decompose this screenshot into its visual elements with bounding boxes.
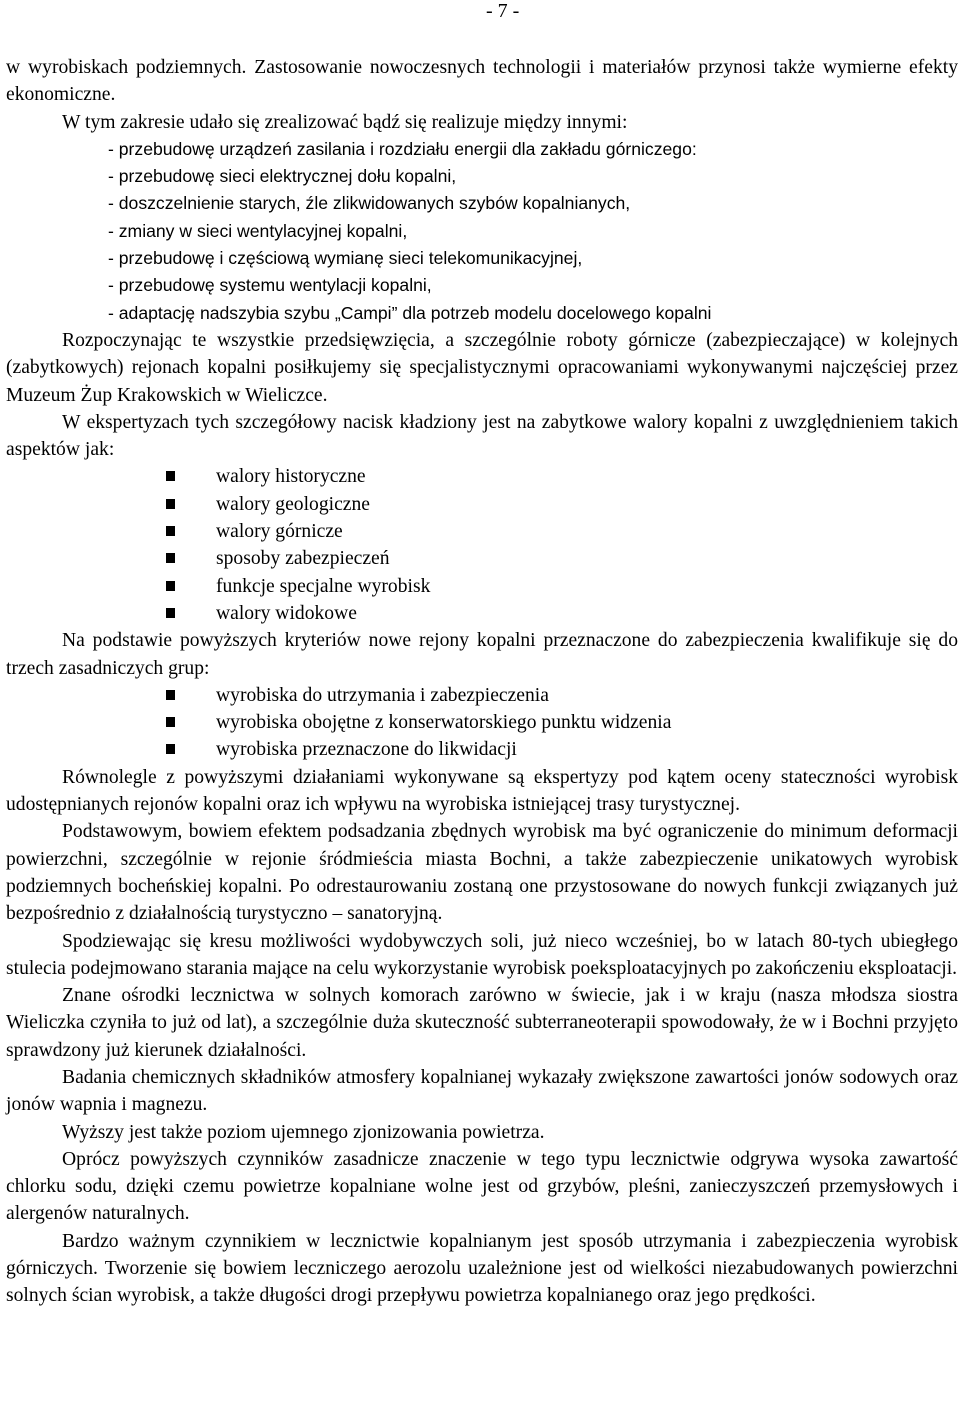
square-bullet-icon [166,499,175,509]
projects-intro: W tym zakresie udało się zrealizować bądź się realizuje między innymi: [62,111,628,133]
list-item: - doszczelnienie starych, źle zlikwidowanych szybów kopalnianych, [108,193,631,214]
square-bullet-icon [166,717,175,727]
document-body [6,54,958,1310]
square-bullet-icon [166,690,175,700]
square-bullet-icon [166,526,175,536]
aspects-list [6,463,958,627]
list-item-label: wyrobiska przeznaczone do likwidacji [216,739,517,761]
list-item-label: walory górnicze [216,521,343,543]
body-paragraph: Badania chemicznych składników atmosfery kopalnianej wykazały zwiększone zawartości jonów sodowych oraz jonów wapnia i magnezu. [6,1066,958,1116]
square-bullet-icon [166,608,175,618]
list-item-label: walory geologiczne [216,493,370,515]
body-paragraph: Podstawowym, bowiem efektem podsadzania zbędnych wyrobisk ma być ograniczenie do minimum deformacji powierzchni, szczególnie w rejonie śródmieścia miasta Bochni, a także zabezpieczenie unikatowych wyrobisk podziemnych bocheńskiej kopalni. Po odrestaurowaniu zostaną one przystosowane do nowych funkcji związanych już bezpośrednio z działalnością turystyczno – sanatoryjną. [6,821,958,925]
list-item [166,545,958,572]
body-paragraph: Znane ośrodki lecznictwa w solnych komorach zarówno w świecie, jak i w kraju (nasza młodsza siostra Wieliczka czyniła to już od lat), a szczególnie duża skuteczność subterraneoterapii spowodowały, że w i Bochni przyjęto sprawdzony już kierunek działalności. [6,985,958,1061]
groups-list [6,682,958,764]
list-item-label: sposoby zabezpieczeń [216,548,390,570]
page-number: - 7 - [486,0,520,22]
list-item-label: funkcje specjalne wyrobisk [216,575,431,597]
list-item: - przebudowę sieci elektrycznej dołu kopalni, [108,166,457,187]
list-item [166,463,958,490]
projects-list [6,136,958,327]
list-item: - przebudowę systemu wentylacji kopalni, [108,275,432,296]
list-item: - adaptację nadszybia szybu „Campi” dla potrzeb modelu docelowego kopalni [108,302,712,323]
intro-paragraph: w wyrobiskach podziemnych. Zastosowanie nowoczesnych technologii i materiałów przynosi także wymierne efekty ekonomiczne. [6,57,958,106]
list-item: - przebudowę i częściową wymianę sieci telekomunikacyjnej, [108,248,583,269]
body-paragraph: Oprócz powyższych czynników zasadnicze znaczenie w tego typu lecznictwie odgrywa wysoka zawartość chlorku sodu, dzięki czemu powietrze kopalniane wolne jest od grzybów, pleśni, zanieczyszczeń przemysłowych i alergenów naturalnych. [6,1148,958,1225]
body-paragraph: Wyższy jest także poziom ujemnego zjonizowania powietrza. [62,1121,545,1143]
square-bullet-icon [166,744,175,754]
list-item-label: walory widokowe [216,602,357,624]
body-paragraph: Równolegle z powyższymi działaniami wykonywane są ekspertyzy pod kątem oceny stateczności wyrobisk udostępnianych rejonów kopalni oraz ich wpływu na wyrobiska istniejącej trasy turystycznej. [6,766,958,816]
body-paragraph: Spodziewając się kresu możliwości wydobywczych soli, już nieco wcześniej, bo w latach 80-tych ubiegłego stulecia podejmowano starania mające na celu wykorzystanie wyrobisk poeksploatacyjnych po zakończeniu eksploatacji. [6,930,958,979]
list-item-label: walory historyczne [216,466,366,488]
square-bullet-icon [166,553,175,563]
list-item [166,600,958,627]
groups-paragraph: Na podstawie powyższych kryteriów nowe rejony kopalni przeznaczone do zabezpieczenia kwalifikuje się do trzech zasadniczych grup: [6,630,958,679]
list-item [166,682,958,709]
list-item [166,573,958,600]
list-item [166,518,958,545]
list-item-label: wyrobiska obojętne z konserwatorskiego punktu widzenia [216,712,672,734]
list-item: - przebudowę urządzeń zasilania i rozdziału energii dla zakładu górniczego: [108,138,697,159]
aspects-paragraph: W ekspertyzach tych szczegółowy nacisk kładziony jest na zabytkowe walory kopalni z uwzględnieniem takich aspektów jak: [6,411,958,461]
list-item: - zmiany w sieci wentylacyjnej kopalni, [108,220,408,241]
list-item-label: wyrobiska do utrzymania i zabezpieczenia [216,684,549,706]
list-item [166,491,958,518]
body-paragraph: Bardzo ważnym czynnikiem w lecznictwie kopalnianym jest sposób utrzymania i zabezpieczenia wyrobisk górniczych. Tworzenie się bowiem leczniczego aerozolu uzależnione jest od wielkości niezabudowanych powierzchni solnych ścian wyrobisk, a także długości drogi przepływu powietrza kopalnianego oraz jego prędkości. [6,1230,958,1307]
square-bullet-icon [166,471,175,481]
list-item [166,736,958,763]
square-bullet-icon [166,581,175,591]
expertise-paragraph: Rozpoczynając te wszystkie przedsięwzięcia, a szczególnie roboty górnicze (zabezpieczające) w kolejnych (zabytkowych) rejonach kopalni posiłkujemy się specjalistycznymi opracowaniami wykonywanymi najczęściej przez Muzeum Żup Krakowskich w Wieliczce. [6,329,958,406]
list-item [166,709,958,736]
